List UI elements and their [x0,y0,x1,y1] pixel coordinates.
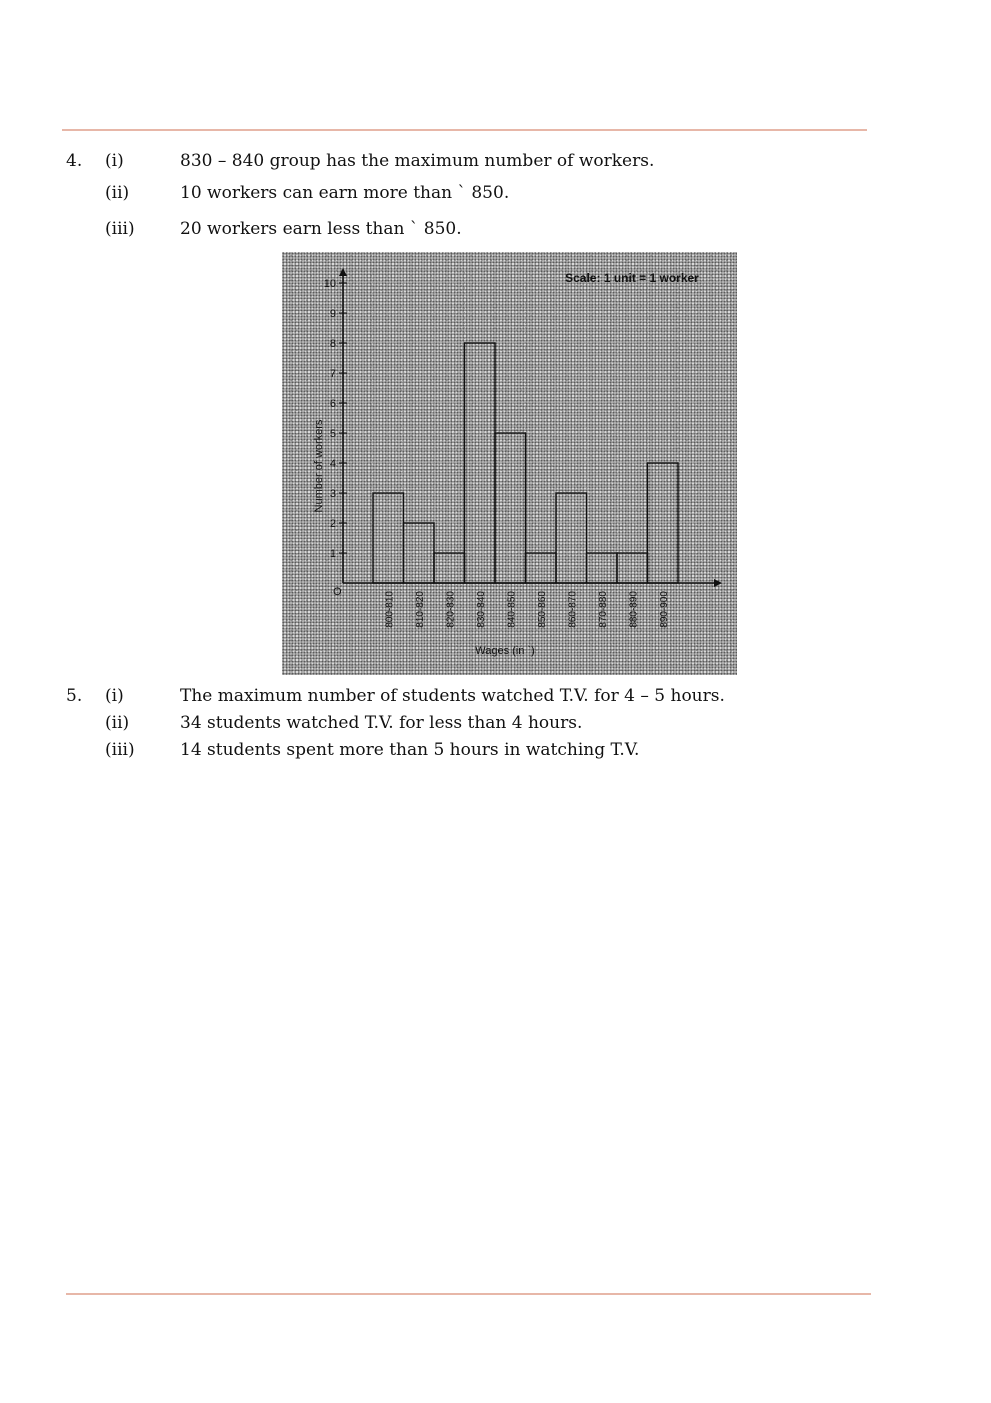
sub-label: (i) [105,686,124,706]
q5-row-3 [0,739,991,761]
q4-row-1 [0,150,991,172]
sub-label: (iii) [105,740,135,760]
sub-label: (iii) [105,219,135,239]
bar-880-890 [617,553,648,583]
q5-row-2 [0,712,991,734]
q4-row-2 [0,182,991,204]
question-number: 5. [66,686,83,706]
x-tick-label: 820-830 [445,591,457,628]
answer-text: 14 students spent more than 5 hours in watching T.V. [180,740,640,760]
y-tick-label: 9 [329,308,336,320]
bar-800-810 [373,493,404,583]
bar-870-880 [587,553,618,583]
histogram-figure [282,252,737,675]
x-axis-arrow [714,579,722,587]
q4-row-3 [0,218,991,240]
y-tick-label: 1 [329,548,336,560]
x-axis-label: Wages (in `) [475,645,535,657]
x-tick-label: 860-870 [567,591,579,628]
y-tick-label: 7 [329,368,336,380]
bottom-rule [66,1293,871,1295]
y-tick-label: 5 [329,428,336,440]
y-tick-label: 4 [329,458,336,470]
bar-860-870 [556,493,587,583]
x-tick-label: 830-840 [475,591,487,628]
bar-850-860 [526,553,557,583]
q5-row-1 [0,685,991,707]
y-axis-label: Number of workers [313,419,325,513]
x-tick-label: 890-900 [658,591,670,628]
top-rule [62,129,867,131]
x-tick-label: 810-820 [414,591,426,628]
histogram-chart [282,252,737,675]
origin-label: O [333,586,342,598]
bar-840-850 [495,433,526,583]
sub-label: (ii) [105,713,130,733]
answer-text: 10 workers can earn more than ` 850. [180,183,510,203]
x-tick-label: 870-880 [597,591,609,628]
y-axis-arrow [339,268,347,276]
answer-text: The maximum number of students watched T.V. for 4 – 5 hours. [180,686,725,706]
answer-text: 20 workers earn less than ` 850. [180,219,462,239]
bar-820-830 [434,553,465,583]
scale-note: Scale: 1 unit = 1 worker [565,271,699,285]
y-tick-label: 3 [329,488,336,500]
question-number: 4. [66,151,83,171]
sub-label: (ii) [105,183,130,203]
x-tick-label: 850-860 [536,591,548,628]
sub-label: (i) [105,151,124,171]
y-tick-label: 10 [323,278,336,290]
x-tick-label: 800-810 [384,591,396,628]
answer-text: 34 students watched T.V. for less than 4 hours. [180,713,583,733]
answer-text: 830 – 840 group has the maximum number of workers. [180,151,655,171]
y-tick-label: 2 [329,518,336,530]
x-tick-label: 880-890 [628,591,640,628]
y-tick-label: 8 [329,338,336,350]
y-tick-label: 6 [329,398,336,410]
x-tick-label: 840-850 [506,591,518,628]
